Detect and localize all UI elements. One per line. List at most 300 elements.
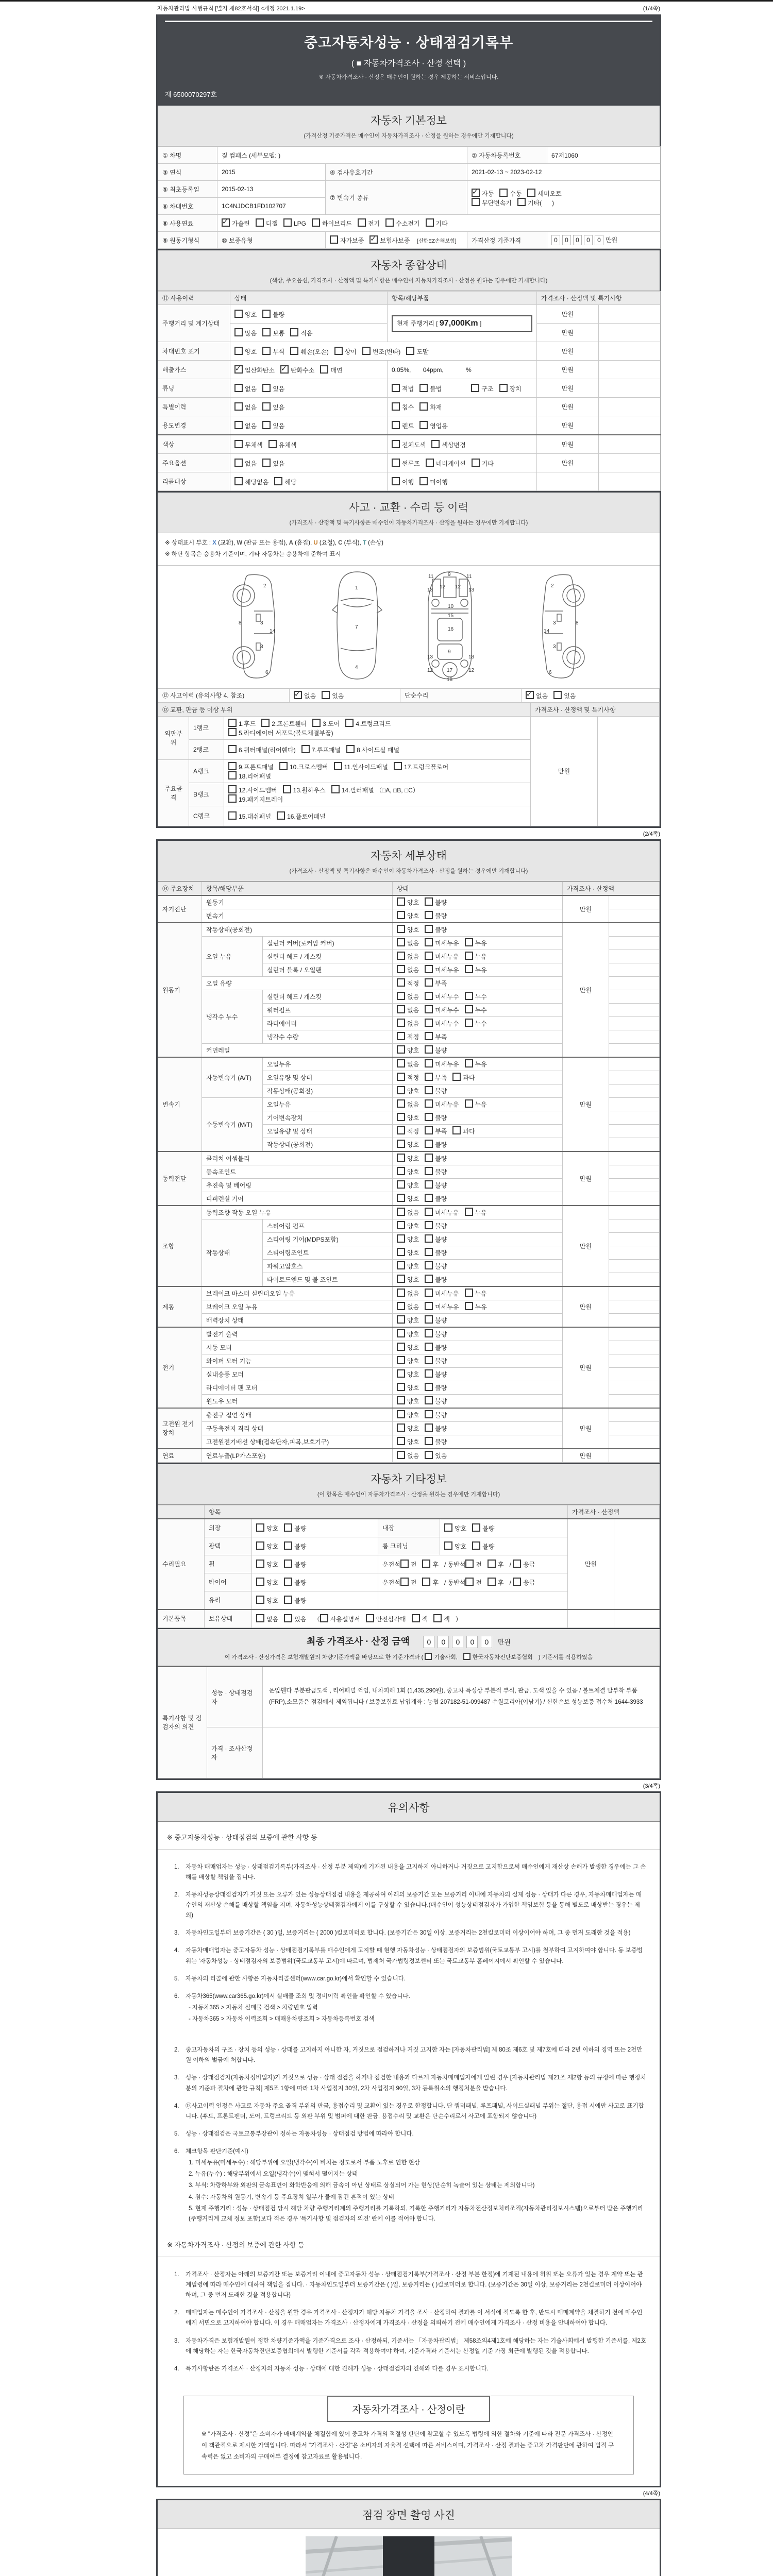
checkbox[interactable] — [425, 1329, 433, 1337]
checkbox[interactable] — [256, 1614, 264, 1622]
checkbox-option[interactable] — [425, 978, 447, 988]
checkbox-option[interactable] — [463, 1653, 533, 1661]
checkbox-option[interactable] — [397, 1154, 419, 1163]
checkbox[interactable] — [425, 992, 433, 1000]
checkbox[interactable] — [444, 1541, 452, 1550]
checkbox-option[interactable] — [444, 1541, 466, 1551]
checkbox[interactable] — [312, 719, 321, 727]
checkbox[interactable] — [262, 310, 271, 318]
checkbox[interactable] — [419, 477, 428, 485]
checkbox-option[interactable] — [412, 1614, 428, 1623]
checkbox[interactable] — [425, 1032, 433, 1040]
checkbox-option[interactable] — [397, 1343, 419, 1352]
checkbox-option[interactable] — [419, 477, 448, 486]
checkbox[interactable] — [228, 762, 237, 770]
checkbox[interactable] — [400, 1578, 409, 1586]
checkbox-option[interactable] — [262, 459, 284, 468]
checkbox-option[interactable] — [425, 1086, 447, 1095]
checkbox[interactable] — [425, 1410, 433, 1418]
checkbox-option[interactable] — [425, 1167, 447, 1176]
checkbox-option[interactable] — [397, 1221, 419, 1230]
checkbox-option[interactable] — [426, 218, 448, 228]
checkbox[interactable] — [425, 911, 433, 919]
checkbox-option[interactable] — [465, 1289, 487, 1298]
checkbox[interactable] — [425, 1369, 433, 1378]
checkbox-option[interactable] — [425, 1099, 459, 1109]
checkbox-option[interactable] — [425, 1369, 447, 1379]
checkbox[interactable] — [425, 1005, 433, 1013]
checkbox[interactable] — [397, 1113, 405, 1121]
checkbox[interactable] — [513, 1560, 521, 1568]
checkbox-option[interactable] — [397, 1369, 419, 1379]
checkbox[interactable] — [425, 952, 433, 960]
checkbox[interactable] — [397, 1180, 405, 1189]
checkbox[interactable] — [256, 1523, 264, 1532]
checkbox-option[interactable] — [261, 719, 307, 728]
checkbox[interactable] — [425, 1275, 433, 1283]
checkbox-option[interactable] — [425, 1208, 459, 1217]
checkbox-option[interactable] — [425, 1451, 447, 1460]
checkbox[interactable] — [425, 965, 433, 973]
checkbox-option[interactable] — [465, 1099, 487, 1109]
checkbox[interactable] — [397, 897, 405, 906]
checkbox[interactable] — [419, 402, 428, 411]
checkbox[interactable] — [397, 1167, 405, 1175]
checkbox-option[interactable] — [425, 1302, 459, 1311]
checkbox[interactable] — [465, 1208, 473, 1216]
checkbox-option[interactable] — [262, 328, 284, 337]
checkbox[interactable] — [397, 1343, 405, 1351]
checkbox[interactable] — [385, 218, 394, 227]
checkbox-option[interactable] — [397, 1208, 419, 1217]
checkbox-option[interactable] — [392, 384, 414, 393]
checkbox-option[interactable] — [465, 1019, 487, 1028]
checkbox-option[interactable] — [279, 762, 328, 771]
checkbox-option[interactable] — [228, 794, 283, 804]
checkbox[interactable] — [228, 785, 237, 793]
checkbox-option[interactable] — [425, 1275, 447, 1284]
checkbox-option[interactable] — [397, 1005, 419, 1014]
checkbox[interactable] — [334, 762, 342, 770]
checkbox-option[interactable] — [358, 218, 380, 228]
checkbox-option[interactable] — [234, 421, 257, 430]
checkbox[interactable] — [284, 1578, 292, 1586]
checkbox[interactable] — [320, 365, 328, 374]
checkbox-option[interactable] — [425, 1032, 447, 1041]
checkbox[interactable] — [397, 992, 405, 1000]
checkbox-option[interactable] — [228, 719, 256, 728]
checkbox[interactable] — [397, 1261, 405, 1269]
checkbox-option[interactable] — [234, 477, 268, 486]
checkbox[interactable] — [261, 719, 270, 727]
checkbox[interactable] — [425, 1234, 433, 1243]
checkbox-option[interactable] — [392, 421, 414, 430]
checkbox-option[interactable] — [527, 189, 561, 198]
checkbox[interactable] — [397, 1329, 405, 1337]
checkbox[interactable] — [425, 1423, 433, 1432]
checkbox-option[interactable] — [425, 965, 459, 974]
checkbox[interactable] — [283, 218, 292, 227]
checkbox-option[interactable] — [294, 691, 316, 700]
checkbox-option[interactable] — [312, 218, 352, 228]
checkbox-option[interactable] — [262, 310, 284, 319]
checkbox[interactable] — [256, 1541, 264, 1550]
checkbox-option[interactable] — [397, 1032, 419, 1041]
checkbox[interactable] — [499, 384, 508, 392]
checkbox[interactable] — [425, 1437, 433, 1445]
checkbox[interactable] — [425, 1261, 433, 1269]
checkbox[interactable] — [277, 811, 285, 820]
checkbox[interactable] — [465, 1059, 473, 1067]
checkbox-option[interactable] — [488, 1560, 504, 1569]
checkbox-option[interactable] — [425, 1059, 459, 1069]
checkbox[interactable] — [499, 189, 508, 197]
checkbox[interactable] — [397, 1045, 405, 1054]
checkbox-option[interactable] — [284, 1614, 306, 1623]
checkbox[interactable] — [465, 965, 473, 973]
checkbox-option[interactable] — [397, 1113, 419, 1122]
checkbox-option[interactable] — [425, 897, 447, 907]
checkbox-option[interactable] — [262, 384, 284, 393]
checkbox[interactable] — [425, 1140, 433, 1148]
checkbox-option[interactable] — [234, 365, 275, 375]
checkbox[interactable] — [425, 1315, 433, 1324]
checkbox[interactable] — [290, 347, 298, 355]
checkbox[interactable] — [425, 1045, 433, 1054]
checkbox[interactable] — [358, 218, 366, 227]
checkbox-option[interactable] — [234, 459, 257, 468]
checkbox[interactable] — [234, 402, 243, 411]
checkbox[interactable] — [472, 459, 480, 467]
checkbox-option[interactable] — [425, 911, 447, 920]
checkbox[interactable] — [334, 347, 343, 355]
checkbox-option[interactable] — [234, 440, 263, 449]
checkbox[interactable] — [397, 1437, 405, 1445]
checkbox-option[interactable] — [425, 938, 459, 947]
checkbox-option[interactable] — [320, 365, 342, 375]
checkbox[interactable] — [465, 1289, 473, 1297]
checkbox[interactable] — [397, 1423, 405, 1432]
checkbox-option[interactable] — [262, 402, 284, 412]
checkbox[interactable] — [234, 440, 243, 448]
checkbox-option[interactable] — [262, 421, 284, 430]
checkbox-option[interactable] — [397, 1275, 419, 1284]
checkbox[interactable] — [471, 384, 479, 392]
checkbox[interactable] — [425, 1343, 433, 1351]
checkbox-checked[interactable] — [234, 365, 243, 374]
checkbox-option[interactable] — [228, 785, 277, 794]
checkbox[interactable] — [397, 1410, 405, 1418]
checkbox-option[interactable] — [397, 1396, 419, 1405]
checkbox[interactable] — [256, 1578, 264, 1586]
checkbox[interactable] — [425, 1194, 433, 1202]
checkbox[interactable] — [425, 1154, 433, 1162]
checkbox[interactable] — [262, 347, 271, 355]
checkbox-option[interactable] — [322, 691, 344, 700]
checkbox-option[interactable] — [284, 1523, 306, 1533]
checkbox-option[interactable] — [422, 1560, 439, 1569]
checkbox[interactable] — [397, 1059, 405, 1067]
checkbox-option[interactable] — [422, 1578, 439, 1587]
checkbox[interactable] — [553, 691, 562, 699]
checkbox-option[interactable] — [452, 1126, 475, 1136]
checkbox[interactable] — [256, 1560, 264, 1568]
checkbox[interactable] — [256, 1596, 264, 1604]
checkbox-option[interactable] — [394, 762, 448, 771]
checkbox-option[interactable] — [397, 1059, 419, 1069]
checkbox[interactable] — [262, 402, 271, 411]
checkbox[interactable] — [262, 328, 271, 336]
checkbox-option[interactable] — [397, 938, 419, 947]
checkbox-option[interactable] — [425, 952, 459, 961]
checkbox-option[interactable] — [419, 402, 442, 412]
checkbox[interactable] — [425, 1113, 433, 1121]
checkbox-option[interactable] — [513, 1560, 535, 1569]
checkbox[interactable] — [425, 1451, 433, 1459]
checkbox[interactable] — [397, 952, 405, 960]
checkbox-option[interactable] — [397, 1234, 419, 1244]
checkbox-option[interactable] — [472, 1523, 494, 1533]
checkbox[interactable] — [425, 897, 433, 906]
checkbox-option[interactable] — [320, 1614, 360, 1623]
checkbox-option[interactable] — [330, 235, 364, 245]
checkbox[interactable] — [425, 1180, 433, 1189]
checkbox-option[interactable] — [283, 785, 326, 794]
checkbox-option[interactable] — [397, 1356, 419, 1365]
checkbox-option[interactable] — [419, 384, 442, 393]
checkbox-option[interactable] — [256, 1560, 278, 1569]
checkbox-option[interactable] — [472, 459, 494, 468]
checkbox-checked[interactable] — [526, 691, 534, 699]
checkbox[interactable] — [392, 384, 400, 392]
checkbox-option[interactable] — [425, 1234, 447, 1244]
checkbox[interactable] — [425, 1073, 433, 1081]
checkbox-option[interactable] — [397, 1073, 419, 1082]
checkbox-checked[interactable] — [280, 365, 289, 374]
checkbox[interactable] — [392, 402, 400, 411]
checkbox-option[interactable] — [471, 384, 493, 393]
checkbox-option[interactable] — [433, 1614, 450, 1623]
checkbox-option[interactable] — [425, 1126, 447, 1136]
checkbox[interactable] — [425, 1356, 433, 1364]
checkbox[interactable] — [284, 1523, 292, 1532]
checkbox-option[interactable] — [385, 218, 419, 228]
checkbox[interactable] — [397, 965, 405, 973]
checkbox[interactable] — [425, 1019, 433, 1027]
checkbox-option[interactable] — [488, 1578, 504, 1587]
checkbox[interactable] — [488, 1578, 496, 1586]
checkbox[interactable] — [234, 459, 243, 467]
checkbox[interactable] — [472, 1523, 480, 1532]
checkbox-option[interactable] — [222, 218, 250, 228]
checkbox-option[interactable] — [284, 1578, 306, 1587]
checkbox-option[interactable] — [465, 952, 487, 961]
checkbox[interactable] — [234, 477, 243, 485]
checkbox-option[interactable] — [425, 1315, 447, 1325]
checkbox[interactable] — [397, 1032, 405, 1040]
checkbox-option[interactable] — [397, 1045, 419, 1055]
checkbox[interactable] — [397, 978, 405, 987]
checkbox-option[interactable] — [513, 1578, 535, 1587]
checkbox-option[interactable] — [397, 1099, 419, 1109]
checkbox-option[interactable] — [334, 347, 357, 356]
checkbox[interactable] — [444, 1523, 452, 1532]
checkbox-option[interactable] — [465, 1208, 487, 1217]
checkbox-option[interactable] — [256, 1523, 278, 1533]
checkbox-option[interactable] — [425, 1289, 459, 1298]
checkbox-option[interactable] — [274, 477, 296, 486]
checkbox-option[interactable] — [425, 1019, 459, 1028]
checkbox[interactable] — [517, 198, 526, 206]
checkbox[interactable] — [488, 1560, 496, 1568]
checkbox[interactable] — [422, 1560, 430, 1568]
checkbox-option[interactable] — [397, 1315, 419, 1325]
checkbox-option[interactable] — [331, 785, 419, 794]
checkbox[interactable] — [465, 992, 473, 1000]
checkbox-option[interactable] — [465, 1302, 487, 1311]
checkbox-option[interactable] — [397, 965, 419, 974]
checkbox-option[interactable] — [256, 218, 278, 228]
checkbox-option[interactable] — [345, 719, 391, 728]
checkbox-option[interactable] — [425, 1154, 447, 1163]
checkbox-option[interactable] — [334, 762, 388, 771]
checkbox[interactable] — [412, 1614, 420, 1622]
checkbox-option[interactable] — [262, 347, 284, 356]
checkbox[interactable] — [284, 1614, 292, 1622]
checkbox-option[interactable] — [284, 1541, 306, 1551]
checkbox[interactable] — [513, 1578, 521, 1586]
checkbox[interactable] — [465, 1578, 474, 1586]
checkbox[interactable] — [397, 1221, 405, 1229]
checkbox-option[interactable] — [397, 1019, 419, 1028]
checkbox[interactable] — [425, 1208, 433, 1216]
checkbox-option[interactable] — [425, 1383, 447, 1392]
checkbox[interactable] — [392, 421, 400, 429]
checkbox[interactable] — [419, 421, 428, 429]
checkbox-option[interactable] — [397, 1194, 419, 1203]
checkbox-option[interactable] — [397, 1437, 419, 1446]
checkbox[interactable] — [465, 1005, 473, 1013]
checkbox-option[interactable] — [452, 1073, 475, 1082]
checkbox-option[interactable] — [277, 811, 326, 821]
checkbox-option[interactable] — [234, 328, 257, 337]
checkbox-option[interactable] — [234, 384, 257, 393]
checkbox[interactable] — [397, 1396, 405, 1404]
checkbox-option[interactable] — [465, 938, 487, 947]
checkbox[interactable] — [283, 785, 291, 793]
checkbox-option[interactable] — [465, 992, 487, 1001]
checkbox-option[interactable] — [228, 728, 333, 737]
checkbox[interactable] — [262, 384, 271, 392]
checkbox-option[interactable] — [283, 218, 306, 227]
checkbox[interactable] — [397, 1315, 405, 1324]
checkbox[interactable] — [465, 952, 473, 960]
checkbox[interactable] — [268, 440, 277, 448]
checkbox-option[interactable] — [425, 1329, 447, 1338]
checkbox-option[interactable] — [228, 811, 271, 821]
checkbox-checked[interactable] — [222, 218, 230, 227]
checkbox[interactable] — [345, 719, 354, 727]
checkbox[interactable] — [452, 1073, 461, 1081]
checkbox[interactable] — [425, 1086, 433, 1094]
checkbox-option[interactable] — [397, 952, 419, 961]
checkbox-option[interactable] — [425, 1113, 447, 1122]
checkbox[interactable] — [425, 925, 433, 933]
checkbox[interactable] — [425, 938, 433, 946]
checkbox-option[interactable] — [234, 347, 257, 356]
checkbox[interactable] — [394, 762, 402, 770]
checkbox[interactable] — [422, 1578, 430, 1586]
checkbox[interactable] — [452, 1126, 461, 1134]
checkbox[interactable] — [397, 1019, 405, 1027]
checkbox[interactable] — [234, 347, 243, 355]
checkbox[interactable] — [346, 745, 355, 753]
checkbox[interactable] — [419, 384, 428, 392]
checkbox[interactable] — [472, 1541, 480, 1550]
checkbox-option[interactable] — [369, 235, 410, 245]
checkbox[interactable] — [284, 1596, 292, 1604]
checkbox[interactable] — [330, 235, 338, 244]
checkbox-option[interactable] — [397, 1451, 419, 1460]
checkbox[interactable] — [262, 421, 271, 429]
checkbox[interactable] — [472, 198, 480, 206]
checkbox[interactable] — [425, 1126, 433, 1134]
checkbox-checked[interactable] — [369, 235, 378, 244]
checkbox-checked[interactable] — [472, 189, 480, 197]
checkbox-option[interactable] — [419, 421, 448, 430]
checkbox[interactable] — [392, 440, 400, 448]
checkbox[interactable] — [279, 762, 288, 770]
checkbox-option[interactable] — [397, 1302, 419, 1311]
checkbox-option[interactable] — [366, 1614, 406, 1623]
checkbox-option[interactable] — [397, 925, 419, 934]
checkbox-option[interactable] — [431, 440, 465, 449]
checkbox-option[interactable] — [397, 1086, 419, 1095]
checkbox-option[interactable] — [425, 1261, 447, 1270]
checkbox-option[interactable] — [406, 347, 428, 356]
checkbox-option[interactable] — [397, 911, 419, 920]
checkbox-option[interactable] — [290, 328, 312, 337]
checkbox[interactable] — [228, 719, 237, 727]
checkbox[interactable] — [433, 1614, 442, 1622]
checkbox[interactable] — [290, 328, 298, 336]
checkbox[interactable] — [425, 1396, 433, 1404]
checkbox-option[interactable] — [397, 978, 419, 988]
checkbox[interactable] — [262, 459, 271, 467]
checkbox-option[interactable] — [472, 189, 494, 198]
checkbox-option[interactable] — [425, 1194, 447, 1203]
checkbox-option[interactable] — [256, 1541, 278, 1551]
checkbox-option[interactable] — [472, 1541, 494, 1551]
checkbox[interactable] — [463, 1653, 470, 1660]
checkbox-option[interactable] — [397, 1410, 419, 1419]
checkbox-option[interactable] — [425, 1073, 447, 1082]
checkbox[interactable] — [397, 1369, 405, 1378]
checkbox[interactable] — [397, 1126, 405, 1134]
checkbox-option[interactable] — [400, 1578, 417, 1587]
checkbox[interactable] — [400, 1560, 409, 1568]
checkbox-option[interactable] — [499, 384, 522, 393]
checkbox[interactable] — [397, 1208, 405, 1216]
checkbox-option[interactable] — [499, 189, 522, 198]
checkbox[interactable] — [425, 1167, 433, 1175]
checkbox[interactable] — [425, 978, 433, 987]
checkbox-option[interactable] — [425, 1140, 447, 1149]
checkbox[interactable] — [465, 1099, 473, 1108]
checkbox-option[interactable] — [425, 1343, 447, 1352]
checkbox[interactable] — [228, 745, 237, 753]
checkbox-option[interactable] — [228, 745, 296, 754]
